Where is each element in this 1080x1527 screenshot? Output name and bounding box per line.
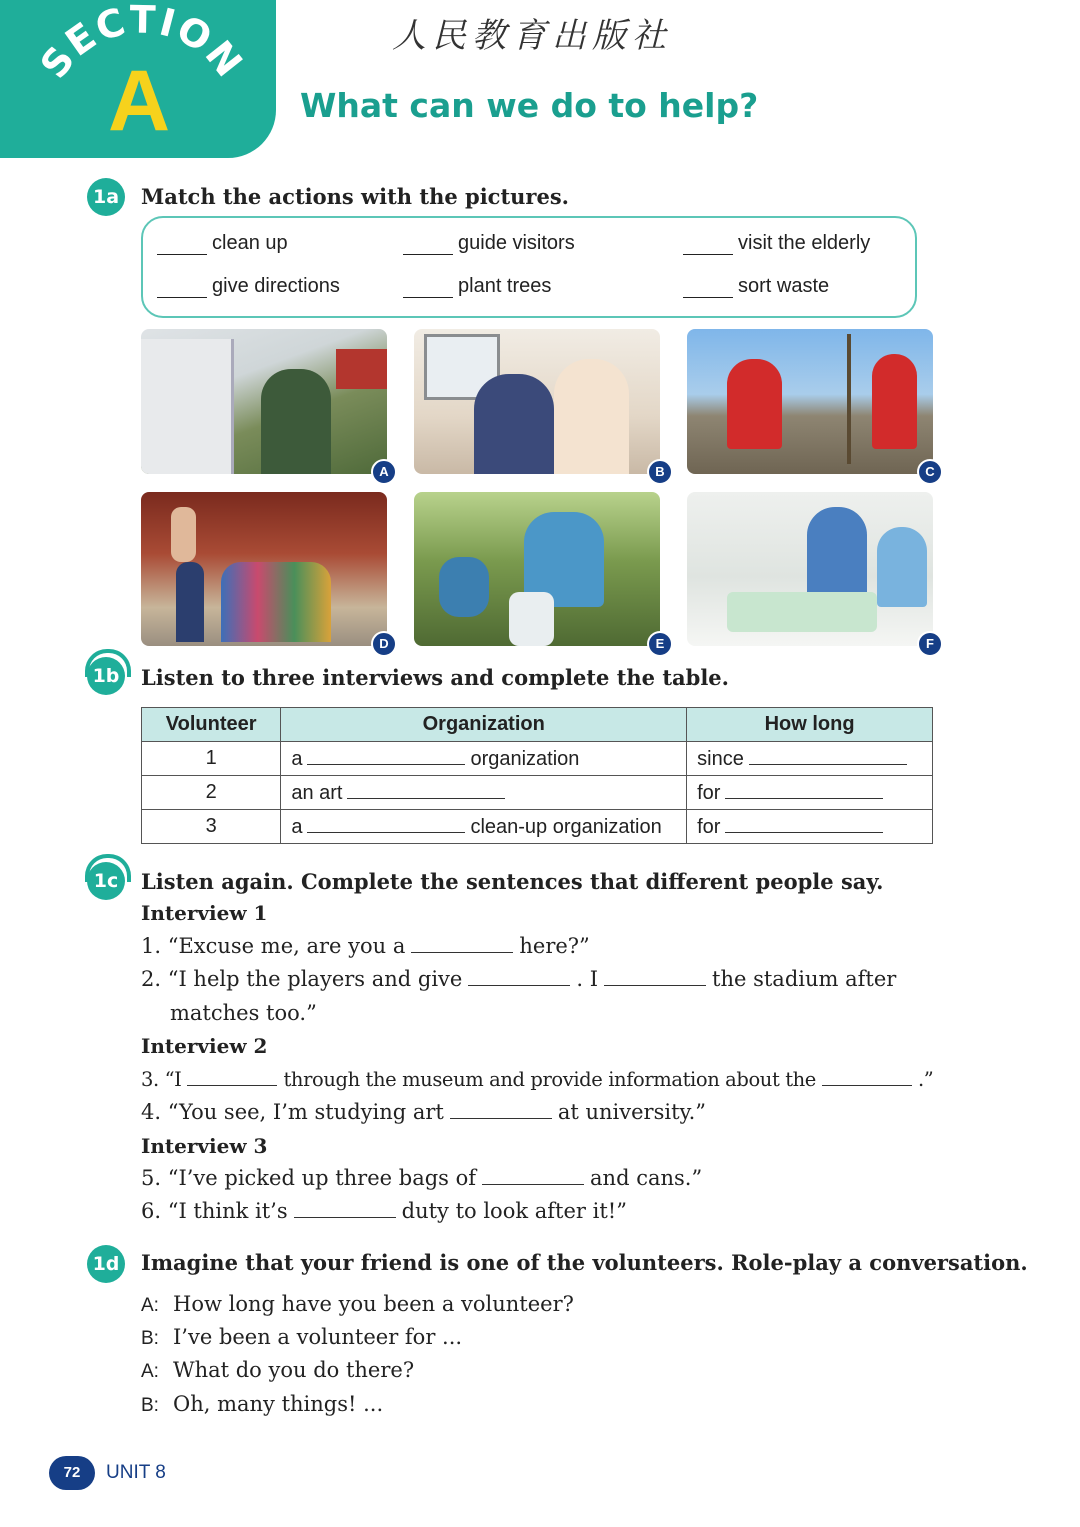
answer-blank[interactable] bbox=[725, 780, 883, 799]
picture-e-cleaning-up bbox=[414, 492, 660, 646]
sentence-1: 1. “Excuse me, are you a here?” bbox=[141, 934, 590, 958]
phrase-item: clean up bbox=[157, 232, 288, 255]
page-number: 72 bbox=[49, 1456, 95, 1490]
person-shape bbox=[439, 557, 489, 617]
activity-marker-1b: 1b bbox=[87, 657, 125, 695]
answer-blank[interactable] bbox=[749, 746, 907, 765]
phrase-item: plant trees bbox=[403, 275, 551, 298]
column-header: Organization bbox=[281, 708, 687, 742]
table-header-row bbox=[142, 708, 933, 742]
speaker-label: A: bbox=[141, 1361, 159, 1382]
answer-blank[interactable] bbox=[683, 236, 733, 255]
speaker-label: B: bbox=[141, 1328, 159, 1349]
recycle-bins-shape bbox=[727, 592, 877, 632]
answer-blank[interactable] bbox=[294, 1199, 396, 1218]
table-row bbox=[142, 776, 933, 810]
picture-f-sorting-waste bbox=[687, 492, 933, 646]
interview-heading: Interview 2 bbox=[141, 1034, 268, 1058]
picture-b-visiting-elderly bbox=[414, 329, 660, 474]
dialogue-line: B: Oh, many things! ... bbox=[141, 1392, 384, 1416]
phrase-box bbox=[141, 216, 917, 318]
speaker-label: B: bbox=[141, 1395, 159, 1416]
instruction-1d: Imagine that your friend is one of the volunteers. Role-play a conversation. bbox=[141, 1250, 1028, 1275]
volunteer-cell: 2 bbox=[142, 776, 281, 810]
answer-blank[interactable] bbox=[157, 236, 207, 255]
group-shape bbox=[221, 562, 331, 642]
trash-bag-shape bbox=[509, 592, 554, 646]
tree-shape bbox=[847, 334, 851, 464]
barn-shape bbox=[336, 349, 387, 389]
phrase-item: give directions bbox=[157, 275, 340, 298]
picture-label: B bbox=[647, 459, 673, 485]
interview-heading: Interview 1 bbox=[141, 901, 268, 925]
phrase-item: visit the elderly bbox=[683, 232, 870, 255]
picture-label: C bbox=[917, 459, 943, 485]
section-word: SECTION bbox=[31, 0, 253, 87]
picture-label: F bbox=[917, 631, 943, 657]
interview-heading: Interview 3 bbox=[141, 1134, 268, 1158]
results-table bbox=[141, 707, 933, 844]
activity-marker-1d: 1d bbox=[87, 1245, 125, 1283]
activity-marker-1c: 1c bbox=[87, 862, 125, 900]
column-header: How long bbox=[687, 708, 933, 742]
person-shape bbox=[554, 359, 629, 474]
instruction-1a: Match the actions with the pictures. bbox=[141, 184, 569, 209]
dialogue-line: A: What do you do there? bbox=[141, 1358, 415, 1382]
answer-blank[interactable] bbox=[468, 967, 570, 986]
answer-blank[interactable] bbox=[604, 967, 706, 986]
sentence-6: 6. “I think it’s duty to look after it!” bbox=[141, 1199, 627, 1223]
person-shape bbox=[807, 507, 867, 597]
unit-label: UNIT 8 bbox=[106, 1462, 166, 1483]
instruction-1b: Listen to three interviews and complete the table. bbox=[141, 665, 729, 690]
sentence-2-continued: matches too.” bbox=[170, 1001, 317, 1025]
person-shape bbox=[474, 374, 554, 474]
statue-shape bbox=[171, 507, 196, 562]
organization-cell: a clean-up organization bbox=[281, 810, 687, 844]
picture-c-planting-trees bbox=[687, 329, 933, 474]
instruction-1c: Listen again. Complete the sentences that different people say. bbox=[141, 869, 884, 894]
sentence-5: 5. “I’ve picked up three bags of and cans.” bbox=[141, 1166, 703, 1190]
organization-cell: a organization bbox=[281, 742, 687, 776]
phrase-item: sort waste bbox=[683, 275, 829, 298]
picture-d-guiding-visitors bbox=[141, 492, 387, 646]
organization-cell: an art bbox=[281, 776, 687, 810]
picture-a-giving-directions bbox=[141, 329, 387, 474]
answer-blank[interactable] bbox=[822, 1067, 912, 1086]
column-header: Volunteer bbox=[142, 708, 281, 742]
volunteer-cell: 1 bbox=[142, 742, 281, 776]
table-row bbox=[142, 810, 933, 844]
picture-label: E bbox=[647, 631, 673, 657]
page-title: What can we do to help? bbox=[300, 86, 759, 125]
activity-marker-1a: 1a bbox=[87, 178, 125, 216]
how-long-cell: for bbox=[687, 810, 933, 844]
car-door-shape bbox=[141, 339, 234, 474]
person-shape bbox=[877, 527, 927, 607]
answer-blank[interactable] bbox=[683, 279, 733, 298]
answer-blank[interactable] bbox=[347, 780, 505, 799]
sentence-4: 4. “You see, I’m studying art at university.” bbox=[141, 1100, 707, 1124]
how-long-cell: since bbox=[687, 742, 933, 776]
answer-blank[interactable] bbox=[403, 279, 453, 298]
answer-blank[interactable] bbox=[307, 746, 465, 765]
answer-blank[interactable] bbox=[411, 934, 513, 953]
phrase-item: guide visitors bbox=[403, 232, 575, 255]
picture-label: D bbox=[371, 631, 397, 657]
sentence-2: 2. “I help the players and give . I the stadium after bbox=[141, 967, 897, 991]
picture-label: A bbox=[371, 459, 397, 485]
answer-blank[interactable] bbox=[450, 1100, 552, 1119]
how-long-cell: for bbox=[687, 776, 933, 810]
sentence-3: 3. “I through the museum and provide information about the .” bbox=[141, 1068, 934, 1091]
publisher-logo-text: 人民教育出版社 bbox=[392, 16, 672, 56]
section-letter: A bbox=[108, 53, 171, 149]
person-shape bbox=[176, 562, 204, 642]
answer-blank[interactable] bbox=[725, 814, 883, 833]
person-shape bbox=[727, 359, 782, 449]
answer-blank[interactable] bbox=[307, 814, 465, 833]
answer-blank[interactable] bbox=[403, 236, 453, 255]
speaker-label: A: bbox=[141, 1295, 159, 1316]
person-shape bbox=[872, 354, 917, 449]
table-row bbox=[142, 742, 933, 776]
answer-blank[interactable] bbox=[157, 279, 207, 298]
answer-blank[interactable] bbox=[482, 1166, 584, 1185]
dialogue-line: B: I’ve been a volunteer for ... bbox=[141, 1325, 463, 1349]
section-badge bbox=[0, 0, 276, 158]
dialogue-line: A: How long have you been a volunteer? bbox=[141, 1292, 574, 1316]
person-shape bbox=[261, 369, 331, 474]
answer-blank[interactable] bbox=[187, 1067, 277, 1086]
volunteer-cell: 3 bbox=[142, 810, 281, 844]
